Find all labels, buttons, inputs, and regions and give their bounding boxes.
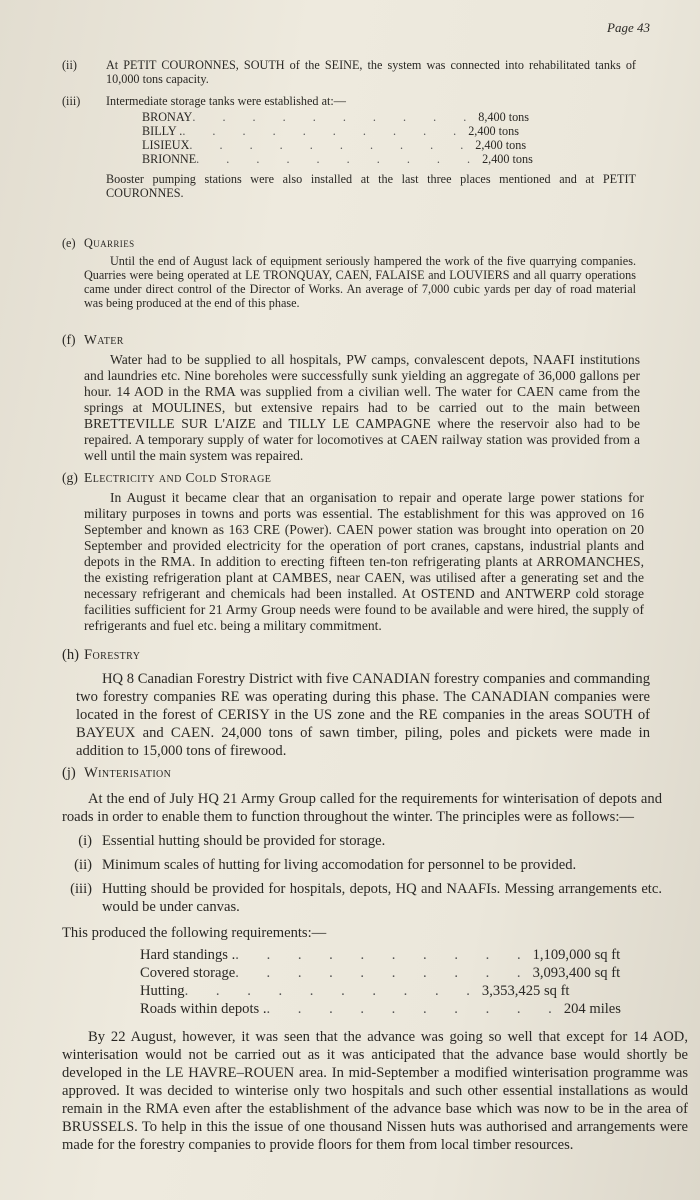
section-heading: Quarries [84,236,135,250]
tank-place: BRIONNE [142,152,197,166]
section-iii-number: (iii) [62,94,81,108]
storage-tank-list [142,110,533,166]
principle-number: (i) [78,833,92,849]
leader-dots: . . . . . . . . . . [266,1001,564,1017]
section-ii-text: At PETIT COURONNES, SOUTH of the SEINE, the system was connected into rehabilitated tanks of 10,000 tons capacity. [106,58,636,86]
principle-number: (iii) [70,881,92,897]
leader-dots: . . . . . . . . . . [192,110,479,124]
section-label: (j) [62,765,76,781]
section-heading: Water [84,332,124,347]
requirement-value: 1,109,000 sq ft [532,947,621,963]
requirement-row [140,946,621,964]
requirement-item: Covered storage [140,965,236,981]
winterisation-closing: By 22 August, however, it was seen that the advance was going so well that except for 14 AOD, winterisation would not be carried out as it was anticipated that the advance base would shortly be developed in the LE HAVRE–ROUEN area. In mid-September a modified winterisation programme was approved. It was decided to winterise only two hospitals and such other essential installations as would remain in the RMA even after the establishment of the advance base which was now to be in the area of BRUSSELS. To help in this the issue of one thousand Nissen huts was authorised and arrangements were made for the forestry companies to provide floors for them from local timber resources. [62,1029,688,1153]
section-heading: Winterisation [84,765,172,781]
principles-list [62,832,662,916]
section-ii [62,58,688,86]
principle-item [62,880,662,916]
requirement-value: 3,353,425 sq ft [481,983,570,999]
principle-item [62,832,662,850]
requirement-row [140,982,570,1000]
section-iii-intro: Intermediate storage tanks were established at:— [106,94,346,108]
principle-text: Essential hutting should be provided for storage. [102,833,386,849]
leader-dots: . . . . . . . . . . [196,152,483,166]
winterisation-intro: At the end of July HQ 21 Army Group called for the requirements for winterisation of depots and roads in order to enable them to function throughout the winter. The principles were as follows:— [62,791,662,825]
quarries-text: Until the end of August lack of equipment seriously hampered the work of the five quarrying companies. Quarries were being operated at LE TRONQUAY, CAEN, FALAISE and LOUVIERS and all quarry operations came under direct control of the Director of Works. An average of 7,000 cubic yards per day of road material was being produced at the end of this phase. [84,254,636,310]
storage-tank-row [142,138,527,152]
section-iii [62,94,688,200]
leader-dots: . . . . . . . . . . [182,124,469,138]
tank-place: BILLY . [142,124,183,138]
water-text: Water had to be supplied to all hospitals, PW camps, convalescent depots, NAAFI institutions and laundries etc. Nine boreholes were successfully sunk yielding an aggregate of 36,000 gallons per hour. 14 AOD in the RMA was supplied from a civilian well. The water for CAEN came from the springs at MOULINES, but extensive repairs had to be carried out to the main between BRETTEVILLE SUR L'AIZE and TILLY LE CAMPAGNE where the reservoir also had to be repaired. A temporary supply of water for locomotives at CAEN railway station was provided from a well until the main system was repaired. [84,352,640,463]
booster-text: Booster pumping stations were also installed at the last three places mentioned and at PETIT COURONNES. [106,172,636,200]
section-ii-number: (ii) [62,58,77,72]
requirement-item: Hutting [140,983,185,999]
section-label: (e) [62,236,76,250]
requirement-value: 3,093,400 sq ft [532,965,621,981]
storage-tank-row [142,110,530,124]
principle-number: (ii) [74,857,92,873]
requirement-item: Hard standings . [140,947,236,963]
section-label: (g) [62,470,78,485]
section-label: (h) [62,647,80,663]
tank-amount: 2,400 tons [482,152,533,166]
requirements-list [140,946,621,1018]
tank-amount: 8,400 tons [478,110,530,124]
section-water [62,332,688,464]
principle-text: Hutting should be provided for hospitals, depots, HQ and NAAFIs. Messing arrangements etc. would be under canvas. [102,881,662,915]
section-electricity [62,470,688,634]
section-winterisation [62,764,688,1154]
section-heading: Forestry [84,647,141,663]
requirement-value: 204 miles [563,1001,621,1017]
tank-place: BRONAY [142,110,193,124]
leader-dots: . . . . . . . . . . [235,965,533,981]
principle-item [62,856,662,874]
storage-tank-row [142,124,519,138]
electricity-text: In August it became clear that an organisation to repair and operate large power stations for military purposes in towns and ports was essential. The establishment for this was approved on 16 September and known as 163 CRE (Power). CAEN power station was brought into operation on 20 September and provided electricity for the operation of port cranes, capstans, industrial plants and depots in the RMA. In addition to erecting fifteen ten-ton refrigerating plants at ARROMANCHES, the existing refrigeration plant at CAMBES, near CAEN, was utilised after a generating set and the necessary refrigerant and chemicals had been installed. At OSTEND and ANTWERP cold storage facilities sufficient for 21 Army Group needs were found to be available and were hired, the supply of refrigerants and fuel etc. being a military commitment. [84,490,644,633]
requirement-row [140,964,621,982]
requirements-intro: This produced the following requirements:— [62,925,327,941]
requirement-item: Roads within depots . [140,1001,267,1017]
storage-tank-row [142,152,533,166]
section-quarries [62,236,688,310]
forestry-text: HQ 8 Canadian Forestry District with five CANADIAN forestry companies and commanding two forestry companies RE was operating during this phase. The CANADIAN companies were located in the forest of CERISY in the US zone and the RE companies in the areas SOUTH of BAYEUX and CAEN. 24,000 tons of sawn timber, piling, poles and pickets were made in addition to 15,000 tons of firewood. [76,671,650,759]
tank-amount: 2,400 tons [475,138,527,152]
leader-dots: . . . . . . . . . . [184,983,482,999]
tank-amount: 2,400 tons [468,124,519,138]
page-number: Page 43 [607,20,650,35]
leader-dots: . . . . . . . . . . [189,138,476,152]
principle-text: Minimum scales of hutting for living accomodation for personnel to be provided. [102,857,577,873]
section-heading: Electricity and Cold Storage [84,470,272,485]
requirement-row [140,1000,621,1018]
section-label: (f) [62,332,76,347]
section-forestry [62,646,688,760]
tank-place: LISIEUX [142,138,190,152]
leader-dots: . . . . . . . . . . [235,947,533,963]
